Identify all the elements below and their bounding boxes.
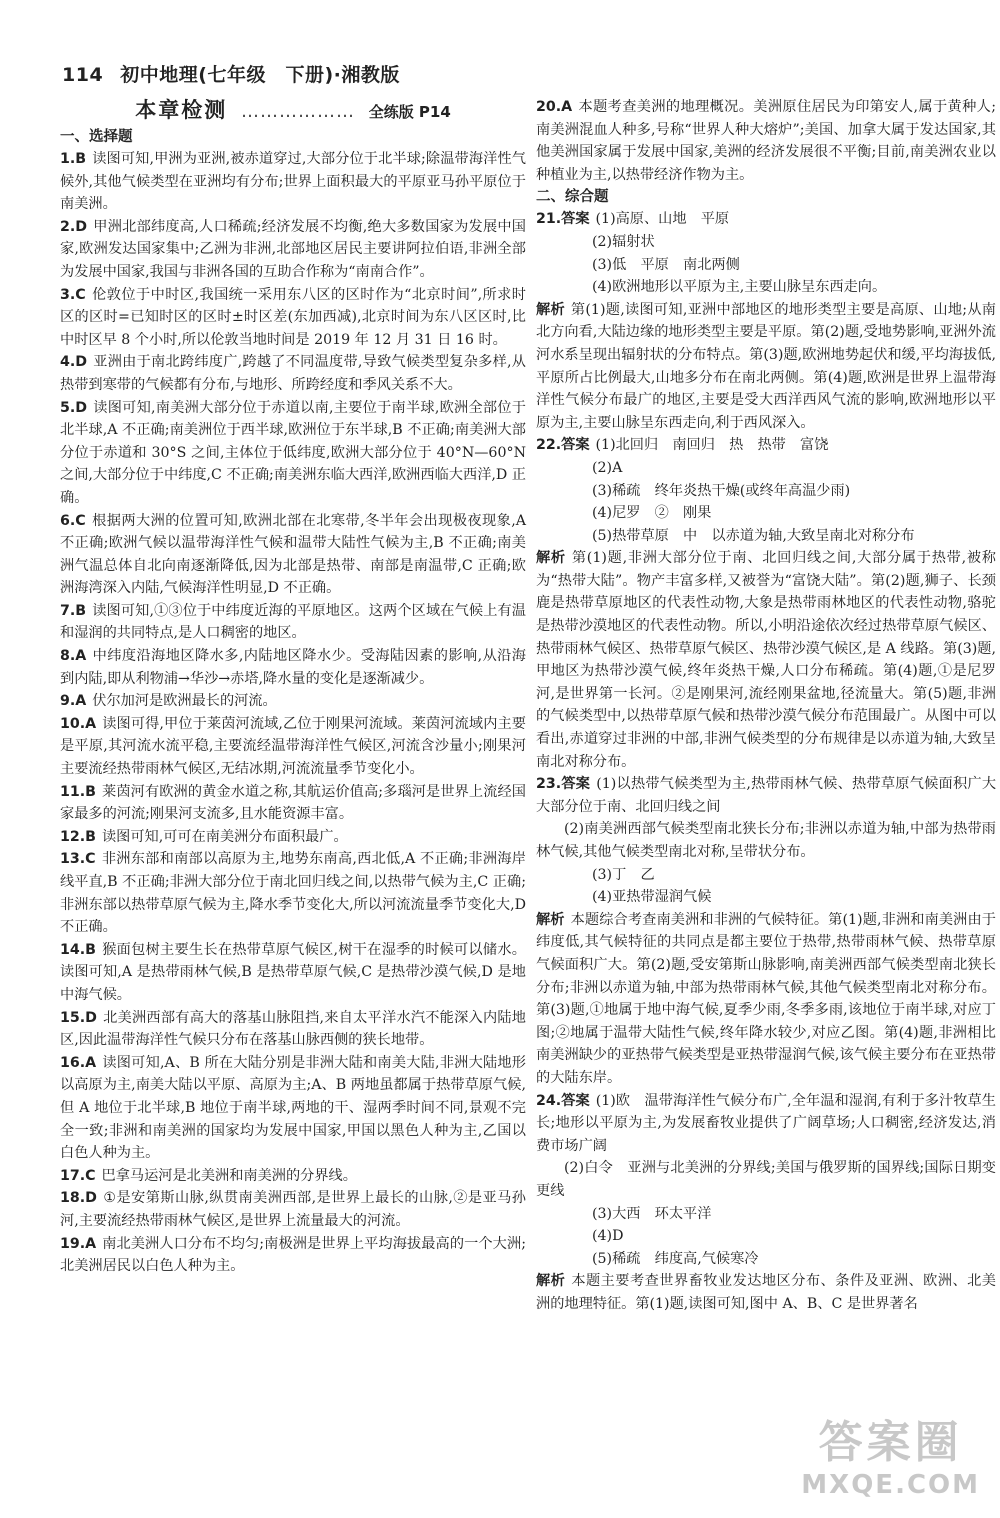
answer-item <box>60 1165 526 1188</box>
answer-item <box>536 773 996 818</box>
answer-label: 22.答案 <box>536 437 590 454</box>
answer-number: 4.D <box>60 354 88 371</box>
answer-label: 21.答案 <box>536 211 590 228</box>
answer-number: 10.A <box>60 715 97 732</box>
answer-label: 解析 <box>536 301 565 318</box>
answer-text: 莱茵河有欧洲的黄金水道之称,其航运价值高;多瑙河是世界上流经国家最多的河流;刚果河支流多,且水能资源丰富。 <box>60 783 526 823</box>
answer-subline: (5)热带草原 中 以赤道为轴,大致呈南北对称分布 <box>592 527 915 544</box>
answer-text: 非洲东部和南部以高原为主,地势东南高,西北低,A 不正确;非洲海岸线平直,B 不正确;非洲大部分位于南北回归线之间,以热带气候为主,C 正确;非洲东部以热带草原气候为主,降水季节变化大,所以河流流量季节变化大,D 不正确。 <box>60 851 526 936</box>
answer-number: 7.B <box>60 602 87 619</box>
answer-subline: (3)低 平原 南北两侧 <box>592 256 740 273</box>
answer-text: 读图可知,①③位于中纬度近海的平原地区。这两个区域在气候上有温和湿润的共同特点,是人口稠密的地区。 <box>60 602 526 642</box>
answer-text: 本题综合考查南美洲和非洲的气候特征。第(1)题,非洲和南美洲由于纬度低,其气候特征的共同点是都主要位于热带,热带雨林气候、热带草原气候面积广大。第(2)题,受安第斯山脉影响,南美洲西部气候类型南北狭长分布;非洲以赤道为轴,中部为热带雨林气候,其他气候类型南北对称分布。第(3)题,①地属于地中海气候,夏季少雨,冬季多雨,该地位于南半球,对应丁图;②地属于温带大陆性气候,终年降水较少,对应乙图。第(4)题,非洲相比南美洲缺少的亚热带气候类型是亚热带湿润气候,该气候主要分布在亚热带的大陆东岸。 <box>536 911 996 1086</box>
answer-item <box>536 1090 996 1158</box>
answer-text: 根据两大洲的位置可知,欧洲北部在北寒带,冬半年会出现极夜现象,A 不正确;欧洲气候以温带海洋性气候和温带大陆性气候为主,B 不正确;南美洲气温总体自北向南逐渐降低,因为北部是热带、南部是南温带,C 正确;欧洲海湾深入内陆,气候海洋性明显,D 不正确。 <box>60 512 526 597</box>
answer-item <box>60 645 526 690</box>
section-title <box>60 96 526 124</box>
answer-subline: (4)尼罗 ② 刚果 <box>592 505 712 522</box>
answer-text: (1)以热带气候类型为主,热带雨林气候、热带草原气候面积广大 大部分位于南、北回归线之间 <box>536 776 996 815</box>
answer-text: ①是安第斯山脉,纵贯南美洲西部,是世界上最长的山脉,②是亚马孙河,主要流经热带雨林气候区,是世界上流量最大的河流。 <box>60 1190 526 1229</box>
answer-subline: (3)丁 乙 <box>592 866 655 883</box>
answer-number: 5.D <box>60 399 88 416</box>
answer-item <box>536 208 996 231</box>
answer-text: 甲洲北部纬度高,人口稀疏;经济发展不均衡,绝大多数国家为发展中国家,欧洲发达国家集中;乙洲为非洲,北部地区居民主要讲阿拉伯语,非洲全部为发展中国家,我国与非洲各国的互助合作称为“南南合作”。 <box>60 218 526 280</box>
answer-subline: (4)D <box>592 1228 624 1245</box>
answer-subline: (3)稀疏 终年炎热干燥(或终年高温少雨) <box>592 482 851 499</box>
answer-item <box>60 1233 526 1278</box>
answer-text: 北美洲西部有高大的落基山脉阻挡,来自太平洋水汽不能深入内陆地区,因此温带海洋性气候只分布在落基山脉西侧的狭长地带。 <box>60 1009 526 1049</box>
answer-text: 本题考查美洲的地理概况。美洲原住居民为印第安人,属于黄种人;南美洲混血人种多,号称“世界人种大熔炉”;美国、加拿大属于发达国家,其他美洲国家属于发展中国家,美洲的经济发展很不平衡;目前,南美洲农业以种植业为主,以热带经济作物为主。 <box>536 99 996 183</box>
watermark-logo-text: 答案圈 <box>818 1417 963 1468</box>
answer-text: 本题主要考查世界畜牧业发达地区分布、条件及亚洲、欧洲、北美洲的地理特征。第(1)题,读图可知,图中 A、B、C 是世界著名 <box>536 1273 996 1312</box>
answer-item <box>536 299 996 435</box>
answer-item <box>60 1007 526 1052</box>
answer-item <box>536 547 996 773</box>
answer-item <box>60 510 526 600</box>
answer-label: 解析 <box>536 1273 566 1290</box>
answer-text: 巴拿马运河是北美洲和南美洲的分界线。 <box>101 1167 357 1184</box>
answer-subline: (4)欧洲地形以平原为主,主要山脉呈东西走向。 <box>592 279 887 296</box>
part-comprehensive-heading: 二、综合题 <box>536 189 609 206</box>
answer-subline: (2)南美洲西部气候类型南北狭长分布;非洲以赤道为轴,中部为热带雨林气候,其他气候类型南北对称,呈带状分布。 <box>536 821 996 860</box>
answer-text: 读图可知,南美洲大部分位于赤道以南,主要位于南半球,欧洲全部位于北半球,A 不正确;南美洲位于西半球,欧洲位于东半球,B 不正确;南美洲大部分位于赤道和 30°S 之间,主体位于低纬度,欧洲大部分位于 40°N—60°N 之间,大部分位于中纬度,C 不正确;南美洲东临大西洋,欧洲西临大西洋,D 正确。 <box>60 399 526 506</box>
answer-subline: (2)A <box>592 459 623 476</box>
answer-text: (1)欧 温带海洋性气候分布广,全年温和湿润,有利于多汁牧草生长;地形以平原为主,为发展畜牧业提供了广阔草场;人口稠密,经济发达,消费市场广阔 <box>536 1092 996 1154</box>
answer-subline: (2)白令 亚洲与北美洲的分界线;美国与俄罗斯的国界线;国际日期变更线 <box>536 1160 996 1199</box>
page-number: 114 <box>62 64 104 86</box>
answer-number: 6.C <box>60 512 86 529</box>
answer-text: (1)北回归 南回归 热 热带 富饶 <box>595 437 829 454</box>
answer-subline: (2)辐射状 <box>592 233 655 250</box>
answer-item <box>60 1052 526 1165</box>
answer-text: 读图可知,可可在南美洲分布面积最广。 <box>101 828 348 845</box>
answer-item <box>60 781 526 826</box>
answer-subline: (4)亚热带湿润气候 <box>592 889 712 906</box>
comprehensive-answers <box>536 96 996 1315</box>
answer-text: 第(1)题,读图可知,亚洲中部地区的地形类型主要是高原、山地;从南北方向看,大陆边缘的地形类型主要是平原。第(2)题,受地势影响,亚洲外流河水系呈现出辐射状的分布特点。第(3)题,欧洲地势起伏和缓,平均海拔低,平原所占比例最大,山地多分布在南北两侧。第(4)题,欧洲是世界上温带海洋性气候分布最广的地区,主要是受大西洋西风气流的影响,欧洲地形以平原为主,主要山脉呈东西走向,利于西风深入。 <box>536 301 996 431</box>
answer-text: 亚洲由于南北跨纬度广,跨越了不同温度带,导致气候类型复杂多样,从热带到寒带的气候都有分布,与地形、所跨经度和季风关系不大。 <box>60 354 526 393</box>
answer-number: 13.C <box>60 851 96 868</box>
practice-ref: 全练版 P14 <box>368 103 451 121</box>
answer-text: 读图可知,甲洲为亚洲,被赤道穿过,大部分位于北半球;除温带海洋性气候外,其他气候类型在亚洲均有分布;世界上面积最大的平原亚马孙平原位于南美洲。 <box>60 151 526 213</box>
answer-item <box>60 690 526 713</box>
right-column <box>536 96 996 1315</box>
answer-number: 12.B <box>60 828 96 845</box>
answer-number: 8.A <box>60 648 87 665</box>
answer-text: 读图可得,甲位于莱茵河流域,乙位于刚果河流域。莱茵河流域内主要是平原,其河流水流平稳,主要流经温带海洋性气候区,河流含沙量小;刚果河主要流经热带雨林气候区,无结冰期,河流流量季节变化小。 <box>60 715 526 778</box>
answer-text: 猴面包树主要生长在热带草原气候区,树干在湿季的时候可以储水。读图可知,A 是热带雨林气候,B 是热带草原气候,C 是热带沙漠气候,D 是地中海气候。 <box>60 941 526 1003</box>
answer-number: 17.C <box>60 1167 96 1184</box>
answer-item <box>60 216 526 284</box>
answer-text: (1)高原、山地 平原 <box>595 211 730 228</box>
answer-number: 2.D <box>60 218 88 235</box>
answer-item <box>536 434 996 457</box>
answer-label: 解析 <box>536 911 565 928</box>
chapter-test-title: 本章检测 <box>135 98 228 122</box>
watermark-url: MXQE.COM <box>801 1470 980 1500</box>
title-dots: ……………… <box>240 101 355 122</box>
answer-text: 伏尔加河是欧洲最长的河流。 <box>92 693 277 710</box>
choice-answers <box>60 148 526 1278</box>
answer-number: 14.B <box>60 941 96 958</box>
answer-item <box>536 96 996 186</box>
answer-number: 11.B <box>60 783 96 800</box>
answer-item <box>536 909 996 1090</box>
answer-item <box>536 1270 996 1315</box>
answer-item <box>60 1187 526 1232</box>
book-title: 初中地理(七年级 下册)·湘教版 <box>120 64 400 86</box>
left-column <box>60 96 526 1278</box>
answer-text: 伦敦位于中时区,我国统一采用东八区的区时作为“北京时间”,所求时区的区时=已知时区的区时±时区差(东加西减),北京时间为东八区区时,比中时区早 8 个小时,所以伦敦当地时间是 2019 年 12 月 31 日 16 时。 <box>60 286 526 348</box>
page-header <box>62 60 400 87</box>
answer-text: 南北美洲人口分布不均匀;南极洲是世界上平均海拔最高的一个大洲;北美洲居民以白色人种为主。 <box>60 1235 526 1275</box>
answer-item <box>60 600 526 645</box>
answer-number: 15.D <box>60 1009 97 1026</box>
answer-item <box>60 713 526 781</box>
answer-label: 23.答案 <box>536 776 591 793</box>
answer-item <box>60 351 526 396</box>
part-choice-heading: 一、选择题 <box>60 129 133 145</box>
answer-item <box>60 826 526 849</box>
answer-item <box>60 397 526 510</box>
answer-text: 中纬度沿海地区降水多,内陆地区降水少。受海陆因素的影响,从沿海到内陆,即从利物浦→华沙→赤塔,降水量的变化是逐渐减少。 <box>60 648 526 687</box>
answer-item <box>60 939 526 1007</box>
answer-text: 读图可知,A、B 所在大陆分别是非洲大陆和南美大陆,非洲大陆地形以高原为主,南美大陆以平原、高原为主;A、B 两地虽都属于热带草原气候,但 A 地位于北半球,B 地位于南半球,两地的干、湿两季时间不同,景观不完全一致;非洲和南美洲的国家均为发展中国家,甲国以黑色人种为主,乙国以白色人种为主。 <box>60 1054 526 1162</box>
answer-subline: (3)大西 环太平洋 <box>592 1205 712 1222</box>
answer-number: 19.A <box>60 1235 97 1252</box>
answer-number: 9.A <box>60 693 87 710</box>
answer-text: 第(1)题,非洲大部分位于南、北回归线之间,大部分属于热带,被称为“热带大陆”。物产丰富多样,又被誉为“富饶大陆”。第(2)题,狮子、长颈鹿是热带草原地区的代表性动物,大象是热带雨林地区的代表性动物,骆驼是热带沙漠地区的代表性动物。所以,小明沿途依次经过热带草原气候区、热带雨林气候区、热带草原气候区、热带沙漠气候区,是 A 线路。第(3)题,甲地区为热带沙漠气候,终年炎热干燥,人口分布稀疏。第(4)题,①是尼罗河,是世界第一长河。②是刚果河,流经刚果盆地,径流量大。第(5)题,非洲的气候类型中,以热带草原气候和热带沙漠气候分布范围最广。从图中可以看出,赤道穿过非洲的中部,非洲气候类型的分布规律是以赤道为轴,大致呈南北对称分布。 <box>536 550 996 770</box>
answer-label: 20.A <box>536 99 573 115</box>
answer-item <box>60 848 526 938</box>
answer-number: 16.A <box>60 1054 97 1071</box>
answer-item <box>60 284 526 352</box>
watermark <box>801 1406 980 1500</box>
answer-number: 3.C <box>60 286 86 303</box>
answer-item <box>60 148 526 216</box>
answer-subline: (5)稀疏 纬度高,气候寒冷 <box>592 1250 759 1267</box>
answer-number: 18.D <box>60 1190 97 1207</box>
answer-label: 24.答案 <box>536 1092 590 1109</box>
answer-label: 解析 <box>536 550 566 567</box>
answer-number: 1.B <box>60 151 87 167</box>
